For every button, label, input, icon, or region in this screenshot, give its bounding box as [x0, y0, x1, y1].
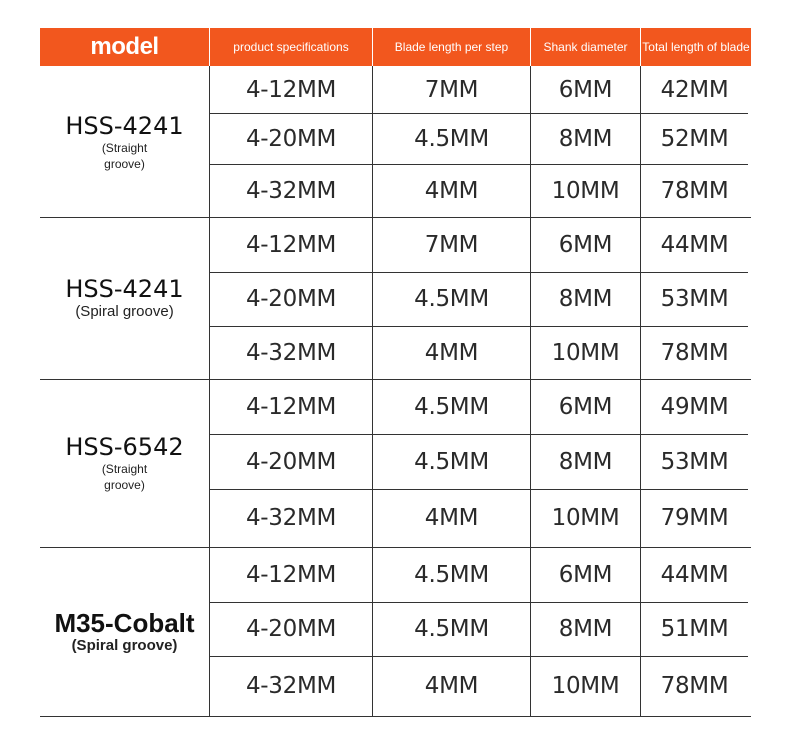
blade-step-cell: 4.5MM	[414, 616, 489, 642]
row-divider	[209, 434, 748, 435]
shank-cell: 10MM	[551, 505, 620, 531]
spec-cell: 4-20MM	[245, 286, 337, 312]
total-length-cell: 51MM	[660, 616, 729, 642]
model-subtitle: (Straight groove)	[101, 462, 148, 492]
total-length-cell: 44MM	[660, 561, 729, 588]
header-blade-step: Blade length per step	[394, 40, 509, 54]
model-name: M35-Cobalt	[54, 607, 195, 638]
shank-cell: 10MM	[551, 673, 620, 699]
model-name: HSS-6542	[65, 433, 184, 461]
row-divider	[209, 164, 748, 165]
blade-step-cell: 4.5MM	[414, 393, 489, 420]
blade-step-cell: 4.5MM	[414, 125, 489, 152]
model-subtitle: (Spiral groove)	[75, 303, 174, 320]
model-name: HSS-4241	[65, 111, 184, 140]
row-divider	[209, 489, 748, 490]
model-cell	[40, 217, 209, 379]
model-name: HSS-4241	[65, 275, 184, 303]
shank-cell: 8MM	[558, 616, 613, 642]
header-model: model	[90, 33, 159, 60]
header-spec: product specifications	[233, 40, 349, 54]
model-subtitle: (Straight groove)	[101, 140, 148, 171]
model-cell	[40, 547, 209, 716]
total-length-cell: 78MM	[660, 177, 729, 204]
spec-cell: 4-12MM	[245, 76, 337, 103]
spec-cell: 4-32MM	[245, 673, 337, 699]
total-length-cell: 52MM	[660, 125, 729, 152]
total-length-cell: 78MM	[660, 339, 729, 366]
blade-step-cell: 7MM	[424, 76, 479, 103]
total-length-cell: 49MM	[660, 393, 729, 420]
spec-cell: 4-12MM	[245, 393, 337, 420]
spec-cell: 4-20MM	[245, 125, 337, 152]
total-length-cell: 53MM	[660, 448, 729, 475]
blade-step-cell: 4MM	[424, 339, 479, 366]
blade-step-cell: 4MM	[424, 505, 479, 531]
total-length-cell: 79MM	[660, 505, 729, 531]
row-divider	[209, 272, 748, 273]
shank-cell: 10MM	[551, 339, 620, 366]
row-divider	[209, 326, 748, 327]
spec-cell: 4-32MM	[245, 339, 337, 366]
spec-cell: 4-20MM	[245, 448, 337, 475]
shank-cell: 10MM	[551, 177, 620, 204]
shank-cell: 6MM	[558, 231, 613, 258]
row-divider	[209, 113, 748, 114]
total-length-cell: 44MM	[660, 231, 729, 258]
shank-cell: 8MM	[558, 286, 613, 312]
row-divider	[209, 656, 748, 657]
model-subtitle: (Spiral groove)	[71, 636, 178, 654]
spec-cell: 4-32MM	[245, 505, 337, 531]
spec-cell: 4-32MM	[245, 177, 337, 204]
shank-cell: 6MM	[558, 561, 613, 588]
total-length-cell: 53MM	[660, 286, 729, 312]
blade-step-cell: 4.5MM	[414, 448, 489, 475]
model-cell	[40, 379, 209, 547]
shank-cell: 8MM	[558, 448, 613, 475]
total-length-cell: 78MM	[660, 673, 729, 699]
total-length-cell: 42MM	[660, 76, 729, 103]
header-shank: Shank diameter	[543, 40, 628, 54]
model-cell	[40, 66, 209, 217]
shank-cell: 6MM	[558, 393, 613, 420]
spec-cell: 4-12MM	[245, 231, 337, 258]
blade-step-cell: 4.5MM	[414, 286, 489, 312]
spec-cell: 4-20MM	[245, 616, 337, 642]
shank-cell: 6MM	[558, 76, 613, 103]
blade-step-cell: 7MM	[424, 231, 479, 258]
row-divider	[209, 602, 748, 603]
blade-step-cell: 4MM	[424, 673, 479, 699]
shank-cell: 8MM	[558, 125, 613, 152]
header-total-length: Total length of blade	[642, 40, 750, 54]
group-divider	[40, 716, 751, 717]
spec-cell: 4-12MM	[245, 561, 337, 588]
blade-step-cell: 4MM	[424, 177, 479, 204]
blade-step-cell: 4.5MM	[414, 561, 489, 588]
